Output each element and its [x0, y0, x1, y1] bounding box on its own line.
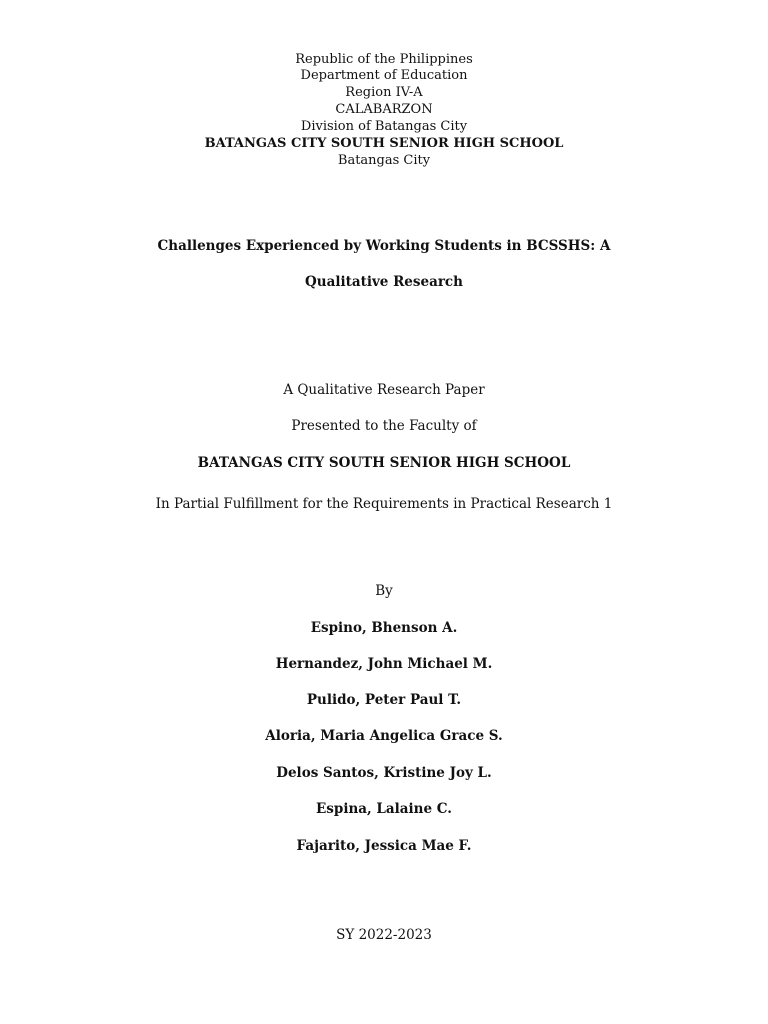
fulfillment-statement: In Partial Fulfillment for the Requirements in Practical Research 1 — [155, 496, 613, 512]
header-region: Region IV-A — [345, 85, 423, 100]
header-republic: Republic of the Philippines — [295, 52, 473, 67]
school-year: SY 2022-2023 — [336, 927, 432, 943]
author-name: Delos Santos, Kristine Joy L. — [276, 765, 492, 781]
header-school: BATANGAS CITY SOUTH SENIOR HIGH SCHOOL — [204, 136, 564, 151]
header-city: Batangas City — [337, 153, 431, 168]
author-name: Fajarito, Jessica Mae F. — [296, 838, 472, 854]
author-name: Aloria, Maria Angelica Grace S. — [265, 728, 503, 744]
author-name: Hernandez, John Michael M. — [275, 656, 493, 672]
author-name: Espina, Lalaine C. — [316, 801, 452, 817]
paper-type: A Qualitative Research Paper — [283, 382, 485, 398]
presented-to: Presented to the Faculty of — [291, 418, 477, 434]
presentation-school: BATANGAS CITY SOUTH SENIOR HIGH SCHOOL — [197, 455, 571, 471]
author-name: Pulido, Peter Paul T. — [306, 692, 462, 708]
title-line-2: Qualitative Research — [305, 274, 463, 290]
author-name: Espino, Bhenson A. — [310, 620, 458, 636]
title-line-1: Challenges Experienced by Working Students in BCSSHS: A — [157, 238, 611, 254]
header-division: Division of Batangas City — [300, 119, 468, 134]
header-calabarzon: CALABARZON — [335, 102, 433, 117]
by-label: By — [375, 583, 393, 599]
header-department: Department of Education — [300, 68, 468, 83]
